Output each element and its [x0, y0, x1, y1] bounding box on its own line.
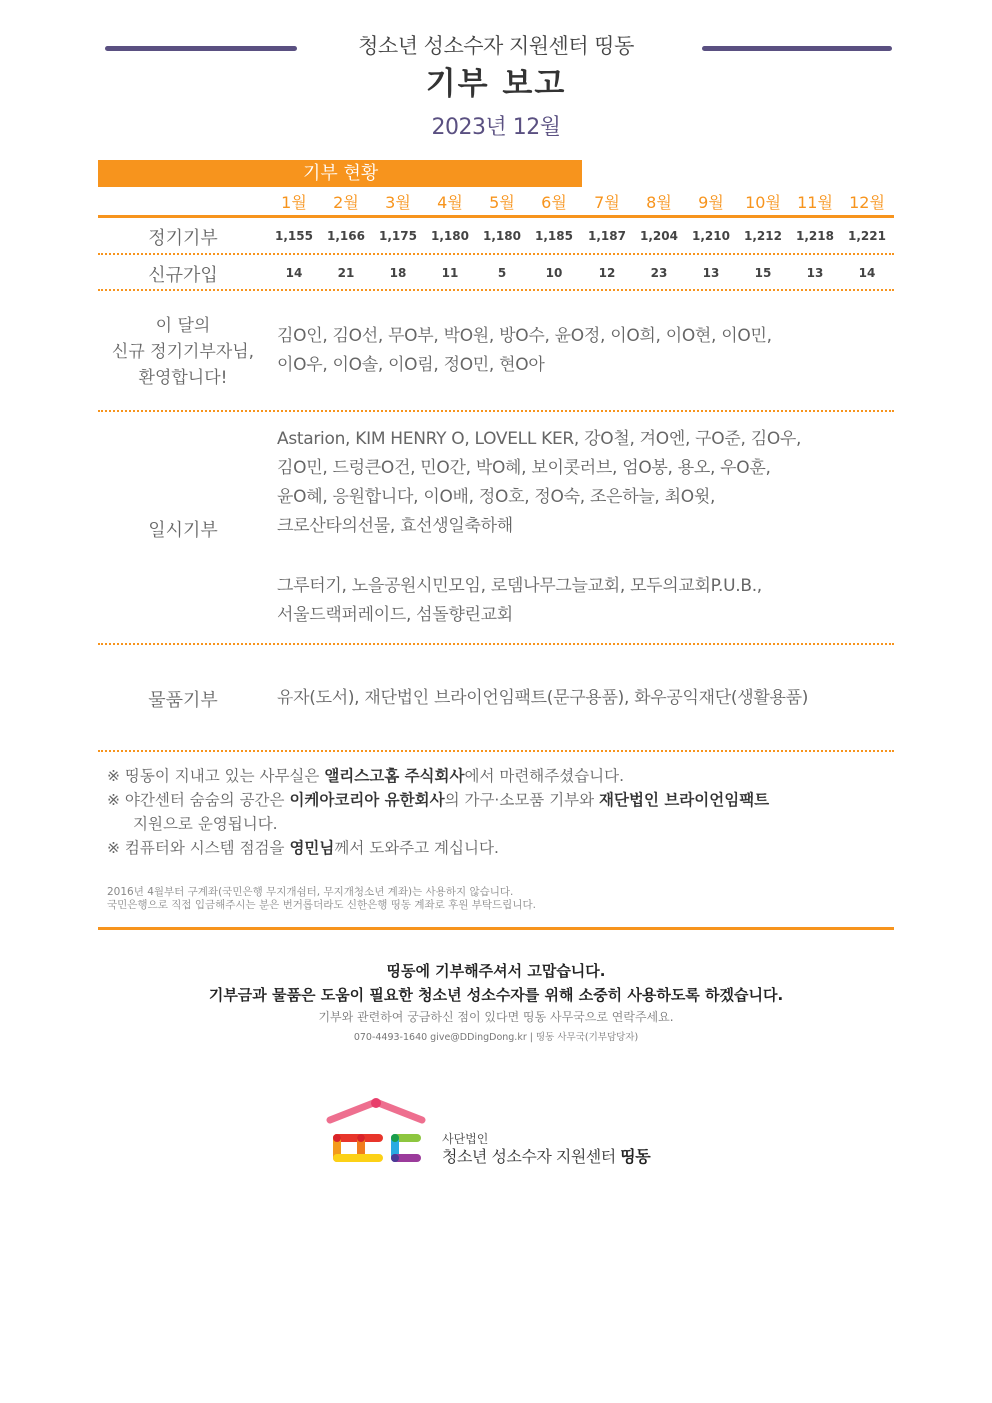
table-cell: 1,221 [848, 229, 886, 243]
new-donors-list [277, 322, 897, 380]
table-cell: 1,180 [431, 229, 469, 243]
goods-label: 물품기부 [148, 690, 218, 711]
table-cell: 1,210 [692, 229, 730, 243]
table-cell: 1,187 [588, 229, 626, 243]
names-line: 윤O혜, 응원합니다, 이O배, 정O호, 정O숙, 조은하늘, 최O윗, [277, 487, 716, 507]
table-cell: 1,204 [640, 229, 678, 243]
month-header: 1월 [281, 193, 307, 212]
month-header: 8월 [646, 193, 672, 212]
table-cell: 5 [497, 266, 507, 280]
table-cell: 12 [598, 266, 616, 280]
new-donors-label [98, 313, 268, 391]
goods-list: 유자(도서), 재단법인 브라이언임팩트(문구용품), 화우공익재단(생활용품) [277, 688, 809, 708]
table-cell: 1,180 [483, 229, 521, 243]
house-logo-icon [324, 1098, 428, 1166]
table-cell: 10 [545, 266, 563, 280]
contact-info: 070-4493-1640 give@DDingDong.kr | 띵동 사무국(기부담당자) [353, 1032, 639, 1043]
row-label-regular: 정기기부 [148, 228, 218, 249]
table-cell: 15 [754, 266, 772, 280]
page-title: 기부 보고 [425, 66, 567, 102]
table-cell: 13 [806, 266, 824, 280]
note-computer: ※ 컴퓨터와 시스템 점검을 영민님께서 도와주고 계십니다. [107, 839, 499, 857]
note-night-center-cont: 지원으로 운영됩니다. [133, 815, 278, 833]
table-cell: 1,218 [796, 229, 834, 243]
names-line: 이O우, 이O솔, 이O림, 정O민, 현O아 [277, 355, 545, 375]
logo-subtitle: 사단법인 [442, 1132, 489, 1146]
row-divider [98, 750, 894, 752]
names-line: 김O인, 김O선, 무O부, 박O원, 방O수, 윤O정, 이O희, 이O현, 이O민, [277, 326, 772, 346]
names-line: 크로산타의선물, 효선생일축하해 [277, 516, 513, 536]
label-line: 환영합니다! [138, 368, 228, 388]
table-cell: 18 [389, 266, 407, 280]
one-time-groups [277, 572, 897, 630]
month-header: 3월 [385, 193, 411, 212]
month-header: 4월 [437, 193, 463, 212]
table-cell: 21 [337, 266, 355, 280]
table-cell: 14 [858, 266, 876, 280]
month-header: 12월 [849, 193, 885, 212]
table-cell: 1,155 [275, 229, 313, 243]
label-line: 신규 정기기부자님, [111, 342, 255, 362]
table-cell: 23 [650, 266, 668, 280]
notice-line: 2016년 4월부터 구계좌(국민은행 무지개쉼터, 무지개청소년 계좌)는 사용하지 않습니다. [107, 886, 514, 898]
notice-line: 국민은행으로 직접 입금해주시는 분은 번거롭더라도 신한은행 띵동 계좌로 후원 부탁드립니다. [107, 899, 536, 911]
one-time-individuals [277, 425, 897, 541]
sponsor-name: 이케아코리아 유한회사 [289, 791, 445, 809]
row-divider [98, 253, 894, 255]
table-cell: 1,212 [744, 229, 782, 243]
row-label-new: 신규가입 [148, 265, 218, 286]
table-row-new [268, 266, 894, 288]
ddingdong-logo [324, 1098, 654, 1168]
acknowledgement-notes [107, 764, 887, 860]
month-header: 9월 [698, 193, 724, 212]
row-divider [98, 289, 894, 291]
footer-rule [98, 927, 894, 930]
month-header: 11월 [797, 193, 833, 212]
month-header: 5월 [489, 193, 515, 212]
account-notice [107, 886, 887, 912]
names-line: Astarion, KIM HENRY O, LOVELL KER, 강O철, 겨O엔, 구O준, 김O우, [277, 429, 802, 449]
row-divider [98, 643, 894, 645]
label-line: 이 달의 [155, 316, 211, 336]
one-time-label: 일시기부 [148, 520, 218, 541]
logo-org-name: 청소년 성소수자 지원센터 띵동 [442, 1147, 651, 1166]
table-cell: 11 [441, 266, 459, 280]
org-title: 청소년 성소수자 지원센터 띵동 [358, 34, 634, 58]
note-night-center: ※ 야간센터 숨숨의 공간은 이케아코리아 유한회사의 가구·소모품 기부와 재단법인 브라이언임팩트 [107, 791, 770, 809]
names-line: 김O민, 드렁큰O건, 민O간, 박O혜, 보이콧러브, 엄O봉, 용오, 우O훈, [277, 458, 771, 478]
table-cell: 1,175 [379, 229, 417, 243]
month-header: 7월 [594, 193, 620, 212]
table-cell: 1,185 [535, 229, 573, 243]
month-header: 6월 [541, 193, 567, 212]
month-header: 2월 [333, 193, 359, 212]
table-cell: 1,166 [327, 229, 365, 243]
contact-message: 기부와 관련하여 궁금하신 점이 있다면 띵동 사무국으로 연락주세요. [318, 1010, 674, 1024]
usage-message: 기부금과 물품은 도움이 필요한 청소년 성소수자를 위해 소중히 사용하도록 하겠습니다. [208, 986, 784, 1004]
row-divider [98, 410, 894, 412]
sponsor-name: 재단법인 브라이언임팩트 [599, 791, 770, 809]
note-office: ※ 띵동이 지내고 있는 사무실은 앨리스고홈 주식회사에서 마련해주셨습니다. [107, 767, 625, 785]
table-cell: 13 [702, 266, 720, 280]
table-cell: 14 [285, 266, 303, 280]
month-header-row [268, 190, 894, 216]
section-header-donation-status: 기부 현황 [98, 160, 582, 187]
thanks-message: 띵동에 기부해주셔서 고맙습니다. [386, 962, 606, 980]
month-header: 10월 [745, 193, 781, 212]
names-line: 그루터기, 노을공원시민모임, 로뎀나무그늘교회, 모두의교회P.U.B., [277, 576, 762, 596]
sponsor-name: 앨리스고홈 주식회사 [324, 767, 465, 785]
sponsor-name: 영민님 [289, 839, 335, 857]
names-line: 서울드랙퍼레이드, 섬돌향린교회 [277, 605, 513, 625]
table-top-rule [98, 215, 894, 218]
table-row-regular [268, 229, 894, 251]
report-date: 2023년 12월 [431, 115, 561, 140]
